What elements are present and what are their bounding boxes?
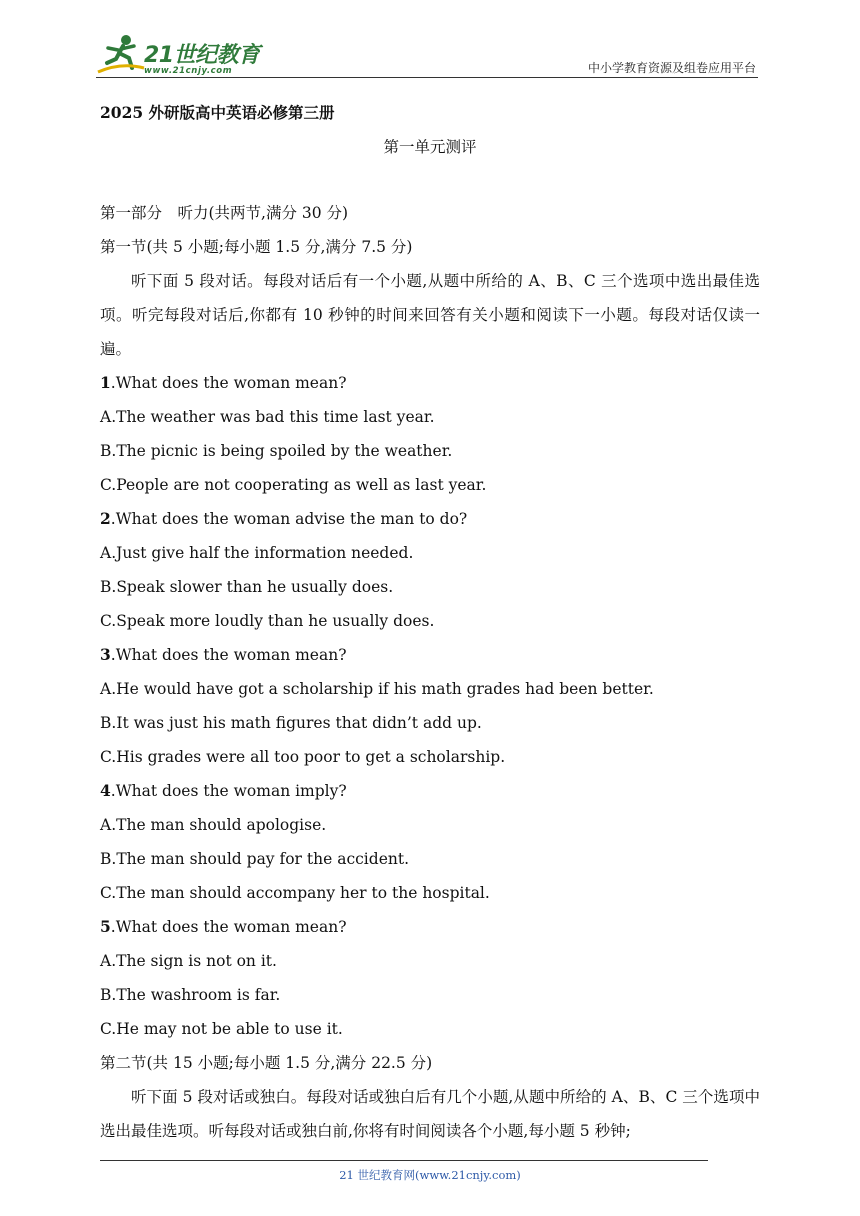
answer-option: C.His grades were all too poor to get a scholarship.	[100, 748, 506, 766]
answer-option: C.The man should accompany her to the hospital.	[100, 884, 490, 902]
question-number: 1	[100, 373, 111, 392]
page-footer: 21 世纪教育网(www.21cnjy.com)	[339, 1168, 521, 1182]
answer-option: A.He would have got a scholarship if his math grades had been better.	[100, 680, 654, 698]
answer-option: A.The man should apologise.	[100, 816, 327, 834]
answer-option: A.The weather was bad this time last year.	[100, 408, 435, 426]
question-number: 4	[100, 781, 111, 800]
question-stem: 3.What does the woman mean?	[100, 645, 347, 664]
question-number: 2	[100, 509, 111, 528]
question	[100, 910, 760, 1046]
answer-option: B.It was just his math figures that didn’t add up.	[100, 714, 482, 732]
answer-option: B.The picnic is being spoiled by the weather.	[100, 442, 453, 460]
footer-divider	[100, 1160, 708, 1161]
answer-option: B.The man should pay for the accident.	[100, 850, 410, 868]
question-stem: 4.What does the woman imply?	[100, 781, 347, 800]
question	[100, 774, 760, 910]
page-header	[96, 30, 758, 78]
unit-title: 第一单元测评	[383, 138, 477, 156]
question	[100, 366, 760, 502]
question-stem: 2.What does the woman advise the man to do?	[100, 509, 468, 528]
document-title: 2025 外研版高中英语必修第三册	[100, 103, 335, 122]
platform-name: 中小学教育资源及组卷应用平台	[587, 61, 756, 75]
section-instruction: 听下面 5 段对话或独白。每段对话或独白后有几个小题,从题中所给的 A、B、C 三个选项中选出最佳选项。听每段对话或独白前,你将有时间阅读各个小题,每小题 5 秒钟;	[100, 1088, 760, 1140]
question-number: 3	[100, 645, 111, 664]
answer-option: A.The sign is not on it.	[100, 952, 277, 970]
question-number: 5	[100, 917, 111, 936]
answer-option: B.Speak slower than he usually does.	[100, 578, 394, 596]
question-stem: 5.What does the woman mean?	[100, 917, 347, 936]
site-logo	[96, 32, 266, 78]
answer-option: C.People are not cooperating as well as last year.	[100, 476, 487, 494]
question	[100, 502, 760, 638]
section-heading: 第二节(共 15 小题;每小题 1.5 分,满分 22.5 分)	[100, 1054, 433, 1072]
question	[100, 638, 760, 774]
section-heading: 第一节(共 5 小题;每小题 1.5 分,满分 7.5 分)	[100, 238, 413, 256]
answer-option: A.Just give half the information needed.	[100, 544, 414, 562]
logo-text: 21世纪教育	[144, 43, 260, 68]
document-body	[100, 96, 760, 1148]
answer-option: B.The washroom is far.	[100, 986, 281, 1004]
logo-url: www.21cnjy.com	[144, 66, 233, 76]
runner-icon	[96, 32, 146, 78]
part-heading: 第一部分 听力(共两节,满分 30 分)	[100, 204, 349, 222]
answer-option: C.He may not be able to use it.	[100, 1020, 343, 1038]
question-stem: 1.What does the woman mean?	[100, 373, 347, 392]
header-divider	[96, 77, 758, 78]
section-instruction: 听下面 5 段对话。每段对话后有一个小题,从题中所给的 A、B、C 三个选项中选出最佳选项。听完每段对话后,你都有 10 秒钟的时间来回答有关小题和阅读下一小题。每段对话仅读一遍。	[100, 272, 760, 358]
answer-option: C.Speak more loudly than he usually does.	[100, 612, 435, 630]
